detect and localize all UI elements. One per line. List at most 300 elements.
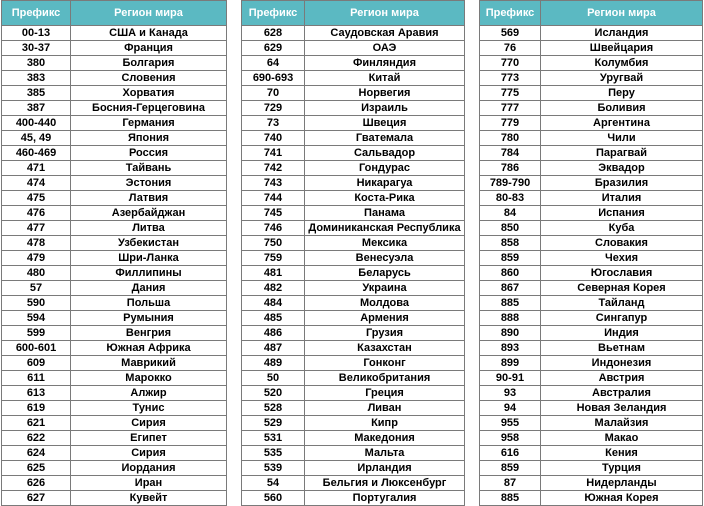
table-row xyxy=(242,281,465,296)
prefix-cell: 385 xyxy=(2,86,71,101)
table-row xyxy=(242,26,465,41)
prefix-cell: 528 xyxy=(242,401,305,416)
region-cell: Египет xyxy=(71,431,227,446)
prefix-cell: 600-601 xyxy=(2,341,71,356)
region-cell: Кувейт xyxy=(71,491,227,506)
prefix-cell: 560 xyxy=(242,491,305,506)
region-cell: Казахстан xyxy=(305,341,465,356)
region-cell: Кипр xyxy=(305,416,465,431)
table-header-row xyxy=(2,1,227,26)
table-row xyxy=(480,116,703,131)
prefix-cell: 380 xyxy=(2,56,71,71)
prefix-header: Префикс xyxy=(242,1,305,26)
prefix-cell: 860 xyxy=(480,266,541,281)
table-row xyxy=(242,341,465,356)
region-cell: Чили xyxy=(541,131,703,146)
prefix-cell: 729 xyxy=(242,101,305,116)
prefix-cell: 90-91 xyxy=(480,371,541,386)
table-row xyxy=(2,41,227,56)
table-row xyxy=(2,101,227,116)
table-row xyxy=(480,431,703,446)
region-cell: Литва xyxy=(71,221,227,236)
table-header-row xyxy=(242,1,465,26)
prefix-cell: 609 xyxy=(2,356,71,371)
prefix-cell: 594 xyxy=(2,311,71,326)
region-cell: Болгария xyxy=(71,56,227,71)
region-cell: Сирия xyxy=(71,416,227,431)
region-cell: Австрия xyxy=(541,371,703,386)
prefix-cell: 888 xyxy=(480,311,541,326)
table-row xyxy=(2,56,227,71)
prefix-header: Префикс xyxy=(480,1,541,26)
table-row xyxy=(480,41,703,56)
prefix-cell: 867 xyxy=(480,281,541,296)
table-row xyxy=(2,116,227,131)
prefix-cell: 744 xyxy=(242,191,305,206)
prefix-cell: 784 xyxy=(480,146,541,161)
table-row xyxy=(242,416,465,431)
table-row xyxy=(242,401,465,416)
prefix-cell: 750 xyxy=(242,236,305,251)
prefix-cell: 858 xyxy=(480,236,541,251)
table-row xyxy=(2,491,227,506)
table-row xyxy=(2,206,227,221)
region-cell: Бразилия xyxy=(541,176,703,191)
region-cell: Южная Корея xyxy=(541,491,703,506)
table-row xyxy=(242,146,465,161)
table-row xyxy=(2,386,227,401)
prefix-cell: 621 xyxy=(2,416,71,431)
prefix-cell: 743 xyxy=(242,176,305,191)
prefix-cell: 616 xyxy=(480,446,541,461)
region-cell: Гондурас xyxy=(305,161,465,176)
region-cell: Северная Корея xyxy=(541,281,703,296)
region-cell: Беларусь xyxy=(305,266,465,281)
region-cell: Малайзия xyxy=(541,416,703,431)
prefix-cell: 383 xyxy=(2,71,71,86)
table-row xyxy=(2,146,227,161)
prefix-cell: 613 xyxy=(2,386,71,401)
region-cell: Бельгия и Люксенбург xyxy=(305,476,465,491)
region-cell: Колумбия xyxy=(541,56,703,71)
prefix-cell: 885 xyxy=(480,491,541,506)
region-cell: Панама xyxy=(305,206,465,221)
region-cell: Армения xyxy=(305,311,465,326)
table-row xyxy=(242,356,465,371)
region-cell: Исландия xyxy=(541,26,703,41)
table-row xyxy=(480,236,703,251)
table-row xyxy=(2,176,227,191)
prefix-cell: 486 xyxy=(242,326,305,341)
region-cell: Босния-Герцеговина xyxy=(71,101,227,116)
region-cell: Эстония xyxy=(71,176,227,191)
region-cell: Нидерланды xyxy=(541,476,703,491)
prefix-cell: 955 xyxy=(480,416,541,431)
prefix-cell: 487 xyxy=(242,341,305,356)
region-cell: Россия xyxy=(71,146,227,161)
region-cell: Филлипины xyxy=(71,266,227,281)
region-cell: Кения xyxy=(541,446,703,461)
region-cell: Израиль xyxy=(305,101,465,116)
region-cell: Иран xyxy=(71,476,227,491)
prefix-cell: 520 xyxy=(242,386,305,401)
table-row xyxy=(480,311,703,326)
prefix-cell: 387 xyxy=(2,101,71,116)
table-row xyxy=(480,461,703,476)
region-header: Регион мира xyxy=(71,1,227,26)
table-row xyxy=(2,86,227,101)
region-cell: Греция xyxy=(305,386,465,401)
prefix-cell: 624 xyxy=(2,446,71,461)
prefix-cell: 770 xyxy=(480,56,541,71)
prefix-cell: 759 xyxy=(242,251,305,266)
prefix-cell: 625 xyxy=(2,461,71,476)
table-row xyxy=(242,56,465,71)
table-row xyxy=(242,191,465,206)
table-row xyxy=(480,251,703,266)
region-cell: Шри-Ланка xyxy=(71,251,227,266)
region-cell: Мексика xyxy=(305,236,465,251)
prefix-cell: 45, 49 xyxy=(2,131,71,146)
prefix-cell: 899 xyxy=(480,356,541,371)
region-cell: Макао xyxy=(541,431,703,446)
table-row xyxy=(242,431,465,446)
region-cell: США и Канада xyxy=(71,26,227,41)
prefix-cell: 481 xyxy=(242,266,305,281)
prefix-cell: 84 xyxy=(480,206,541,221)
prefix-cell: 741 xyxy=(242,146,305,161)
prefix-cell: 00-13 xyxy=(2,26,71,41)
region-cell: Доминиканская Республика xyxy=(305,221,465,236)
prefix-cell: 690-693 xyxy=(242,71,305,86)
table-row xyxy=(2,476,227,491)
region-cell: Тунис xyxy=(71,401,227,416)
region-cell: Германия xyxy=(71,116,227,131)
prefix-cell: 629 xyxy=(242,41,305,56)
table-row xyxy=(2,266,227,281)
prefix-cell: 30-37 xyxy=(2,41,71,56)
prefix-cell: 485 xyxy=(242,311,305,326)
region-cell: Маврикий xyxy=(71,356,227,371)
region-cell: Словакия xyxy=(541,236,703,251)
region-cell: Эквадор xyxy=(541,161,703,176)
table-row xyxy=(2,326,227,341)
table-row xyxy=(480,146,703,161)
prefix-cell: 745 xyxy=(242,206,305,221)
region-cell: Югославия xyxy=(541,266,703,281)
prefix-cell: 742 xyxy=(242,161,305,176)
prefix-cell: 859 xyxy=(480,461,541,476)
region-cell: ОАЭ xyxy=(305,41,465,56)
table-row xyxy=(2,311,227,326)
table-row xyxy=(2,461,227,476)
prefix-cell: 611 xyxy=(2,371,71,386)
region-cell: Мальта xyxy=(305,446,465,461)
table-row xyxy=(480,296,703,311)
table-row xyxy=(480,86,703,101)
prefix-cell: 627 xyxy=(2,491,71,506)
table-row xyxy=(242,101,465,116)
prefix-header: Префикс xyxy=(2,1,71,26)
region-cell: Украина xyxy=(305,281,465,296)
prefix-cell: 476 xyxy=(2,206,71,221)
region-cell: Боливия xyxy=(541,101,703,116)
table-row xyxy=(480,101,703,116)
region-cell: Никарагуа xyxy=(305,176,465,191)
prefix-cell: 400-440 xyxy=(2,116,71,131)
prefix-cell: 94 xyxy=(480,401,541,416)
region-cell: Гонконг xyxy=(305,356,465,371)
region-cell: Индия xyxy=(541,326,703,341)
region-cell: Саудовская Аравия xyxy=(305,26,465,41)
region-cell: Тайланд xyxy=(541,296,703,311)
region-cell: Парагвай xyxy=(541,146,703,161)
table-row xyxy=(2,431,227,446)
table-row xyxy=(480,341,703,356)
region-cell: Македония xyxy=(305,431,465,446)
table-row xyxy=(2,281,227,296)
region-cell: Хорватия xyxy=(71,86,227,101)
region-cell: Узбекистан xyxy=(71,236,227,251)
region-cell: Турция xyxy=(541,461,703,476)
prefix-cell: 779 xyxy=(480,116,541,131)
table-row xyxy=(2,26,227,41)
table-row xyxy=(242,161,465,176)
prefix-cell: 626 xyxy=(2,476,71,491)
table-row xyxy=(242,41,465,56)
table-row xyxy=(480,416,703,431)
table-row xyxy=(480,491,703,506)
region-cell: Латвия xyxy=(71,191,227,206)
region-cell: Румыния xyxy=(71,311,227,326)
table-row xyxy=(480,446,703,461)
region-cell: Коста-Рика xyxy=(305,191,465,206)
table-row xyxy=(242,266,465,281)
prefix-cell: 471 xyxy=(2,161,71,176)
region-cell: Южная Африка xyxy=(71,341,227,356)
region-cell: Португалия xyxy=(305,491,465,506)
prefix-cell: 619 xyxy=(2,401,71,416)
table-row xyxy=(242,176,465,191)
region-cell: Финляндия xyxy=(305,56,465,71)
prefix-cell: 890 xyxy=(480,326,541,341)
region-cell: Австралия xyxy=(541,386,703,401)
prefix-cell: 789-790 xyxy=(480,176,541,191)
table-row xyxy=(480,326,703,341)
prefix-table-3 xyxy=(479,0,703,506)
prefix-cell: 87 xyxy=(480,476,541,491)
table-row xyxy=(480,266,703,281)
prefix-cell: 773 xyxy=(480,71,541,86)
prefix-cell: 740 xyxy=(242,131,305,146)
prefix-cell: 482 xyxy=(242,281,305,296)
prefix-cell: 477 xyxy=(2,221,71,236)
region-cell: Тайвань xyxy=(71,161,227,176)
prefix-cell: 535 xyxy=(242,446,305,461)
table-row xyxy=(242,131,465,146)
table-row xyxy=(480,476,703,491)
table-row xyxy=(242,251,465,266)
table-row xyxy=(480,401,703,416)
prefix-cell: 480 xyxy=(2,266,71,281)
table-row xyxy=(480,161,703,176)
region-cell: Азербайджан xyxy=(71,206,227,221)
region-cell: Индонезия xyxy=(541,356,703,371)
region-cell: Испания xyxy=(541,206,703,221)
prefix-cell: 775 xyxy=(480,86,541,101)
table-row xyxy=(480,386,703,401)
table-row xyxy=(2,341,227,356)
prefix-cell: 73 xyxy=(242,116,305,131)
prefix-cell: 489 xyxy=(242,356,305,371)
prefix-cell: 628 xyxy=(242,26,305,41)
table-row xyxy=(480,206,703,221)
table-row xyxy=(242,476,465,491)
prefix-cell: 777 xyxy=(480,101,541,116)
prefix-cell: 746 xyxy=(242,221,305,236)
table-row xyxy=(242,86,465,101)
region-cell: Гватемала xyxy=(305,131,465,146)
table-row xyxy=(480,176,703,191)
region-cell: Великобритания xyxy=(305,371,465,386)
table-row xyxy=(2,446,227,461)
region-cell: Италия xyxy=(541,191,703,206)
prefix-cell: 539 xyxy=(242,461,305,476)
table-row xyxy=(480,281,703,296)
prefix-cell: 460-469 xyxy=(2,146,71,161)
prefix-cell: 599 xyxy=(2,326,71,341)
region-cell: Иордания xyxy=(71,461,227,476)
region-header: Регион мира xyxy=(305,1,465,26)
table-row xyxy=(480,221,703,236)
prefix-cell: 893 xyxy=(480,341,541,356)
table-row xyxy=(242,71,465,86)
table-row xyxy=(242,461,465,476)
region-cell: Польша xyxy=(71,296,227,311)
table-row xyxy=(2,401,227,416)
table-row xyxy=(2,416,227,431)
region-cell: Дания xyxy=(71,281,227,296)
prefix-cell: 479 xyxy=(2,251,71,266)
table-row xyxy=(242,371,465,386)
table-row xyxy=(242,206,465,221)
region-cell: Швеция xyxy=(305,116,465,131)
region-cell: Китай xyxy=(305,71,465,86)
prefix-cell: 885 xyxy=(480,296,541,311)
table-row xyxy=(480,56,703,71)
table-row xyxy=(480,356,703,371)
region-cell: Грузия xyxy=(305,326,465,341)
prefix-cell: 529 xyxy=(242,416,305,431)
table-row xyxy=(2,71,227,86)
prefix-cell: 57 xyxy=(2,281,71,296)
prefix-cell: 958 xyxy=(480,431,541,446)
prefix-cell: 590 xyxy=(2,296,71,311)
prefix-cell: 850 xyxy=(480,221,541,236)
region-cell: Чехия xyxy=(541,251,703,266)
table-row xyxy=(2,371,227,386)
region-cell: Новая Зеландия xyxy=(541,401,703,416)
table-row xyxy=(2,296,227,311)
table-row xyxy=(242,221,465,236)
prefix-cell: 478 xyxy=(2,236,71,251)
prefix-table-2 xyxy=(241,0,465,506)
table-row xyxy=(2,161,227,176)
table-row xyxy=(480,191,703,206)
table-row xyxy=(242,386,465,401)
region-cell: Норвегия xyxy=(305,86,465,101)
region-cell: Япония xyxy=(71,131,227,146)
table-row xyxy=(242,236,465,251)
region-cell: Ливан xyxy=(305,401,465,416)
prefix-cell: 474 xyxy=(2,176,71,191)
prefix-cell: 76 xyxy=(480,41,541,56)
prefix-cell: 50 xyxy=(242,371,305,386)
region-cell: Марокко xyxy=(71,371,227,386)
table-row xyxy=(2,131,227,146)
prefix-cell: 786 xyxy=(480,161,541,176)
prefix-cell: 531 xyxy=(242,431,305,446)
region-cell: Вьетнам xyxy=(541,341,703,356)
table-header-row xyxy=(480,1,703,26)
region-cell: Ирландия xyxy=(305,461,465,476)
region-cell: Молдова xyxy=(305,296,465,311)
table-row xyxy=(2,236,227,251)
table-row xyxy=(480,131,703,146)
region-cell: Франция xyxy=(71,41,227,56)
prefix-table-1 xyxy=(1,0,227,506)
table-row xyxy=(242,446,465,461)
region-cell: Сирия xyxy=(71,446,227,461)
region-cell: Перу xyxy=(541,86,703,101)
region-cell: Аргентина xyxy=(541,116,703,131)
prefix-cell: 93 xyxy=(480,386,541,401)
region-cell: Венгрия xyxy=(71,326,227,341)
table-row xyxy=(480,26,703,41)
region-cell: Словения xyxy=(71,71,227,86)
table-row xyxy=(242,491,465,506)
table-row xyxy=(480,371,703,386)
table-row xyxy=(242,311,465,326)
table-row xyxy=(480,71,703,86)
prefix-cell: 484 xyxy=(242,296,305,311)
table-row xyxy=(2,251,227,266)
prefix-cell: 780 xyxy=(480,131,541,146)
table-row xyxy=(2,356,227,371)
table-row xyxy=(242,326,465,341)
table-row xyxy=(242,296,465,311)
prefix-cell: 64 xyxy=(242,56,305,71)
table-row xyxy=(242,116,465,131)
region-cell: Уругвай xyxy=(541,71,703,86)
table-row xyxy=(2,221,227,236)
region-cell: Венесуэла xyxy=(305,251,465,266)
region-cell: Куба xyxy=(541,221,703,236)
prefix-cell: 475 xyxy=(2,191,71,206)
prefix-cell: 569 xyxy=(480,26,541,41)
prefix-cell: 70 xyxy=(242,86,305,101)
region-cell: Сингапур xyxy=(541,311,703,326)
prefix-cell: 622 xyxy=(2,431,71,446)
region-cell: Сальвадор xyxy=(305,146,465,161)
prefix-cell: 54 xyxy=(242,476,305,491)
prefix-cell: 80-83 xyxy=(480,191,541,206)
region-cell: Алжир xyxy=(71,386,227,401)
table-row xyxy=(2,191,227,206)
region-header: Регион мира xyxy=(541,1,703,26)
prefix-cell: 859 xyxy=(480,251,541,266)
region-cell: Швейцария xyxy=(541,41,703,56)
